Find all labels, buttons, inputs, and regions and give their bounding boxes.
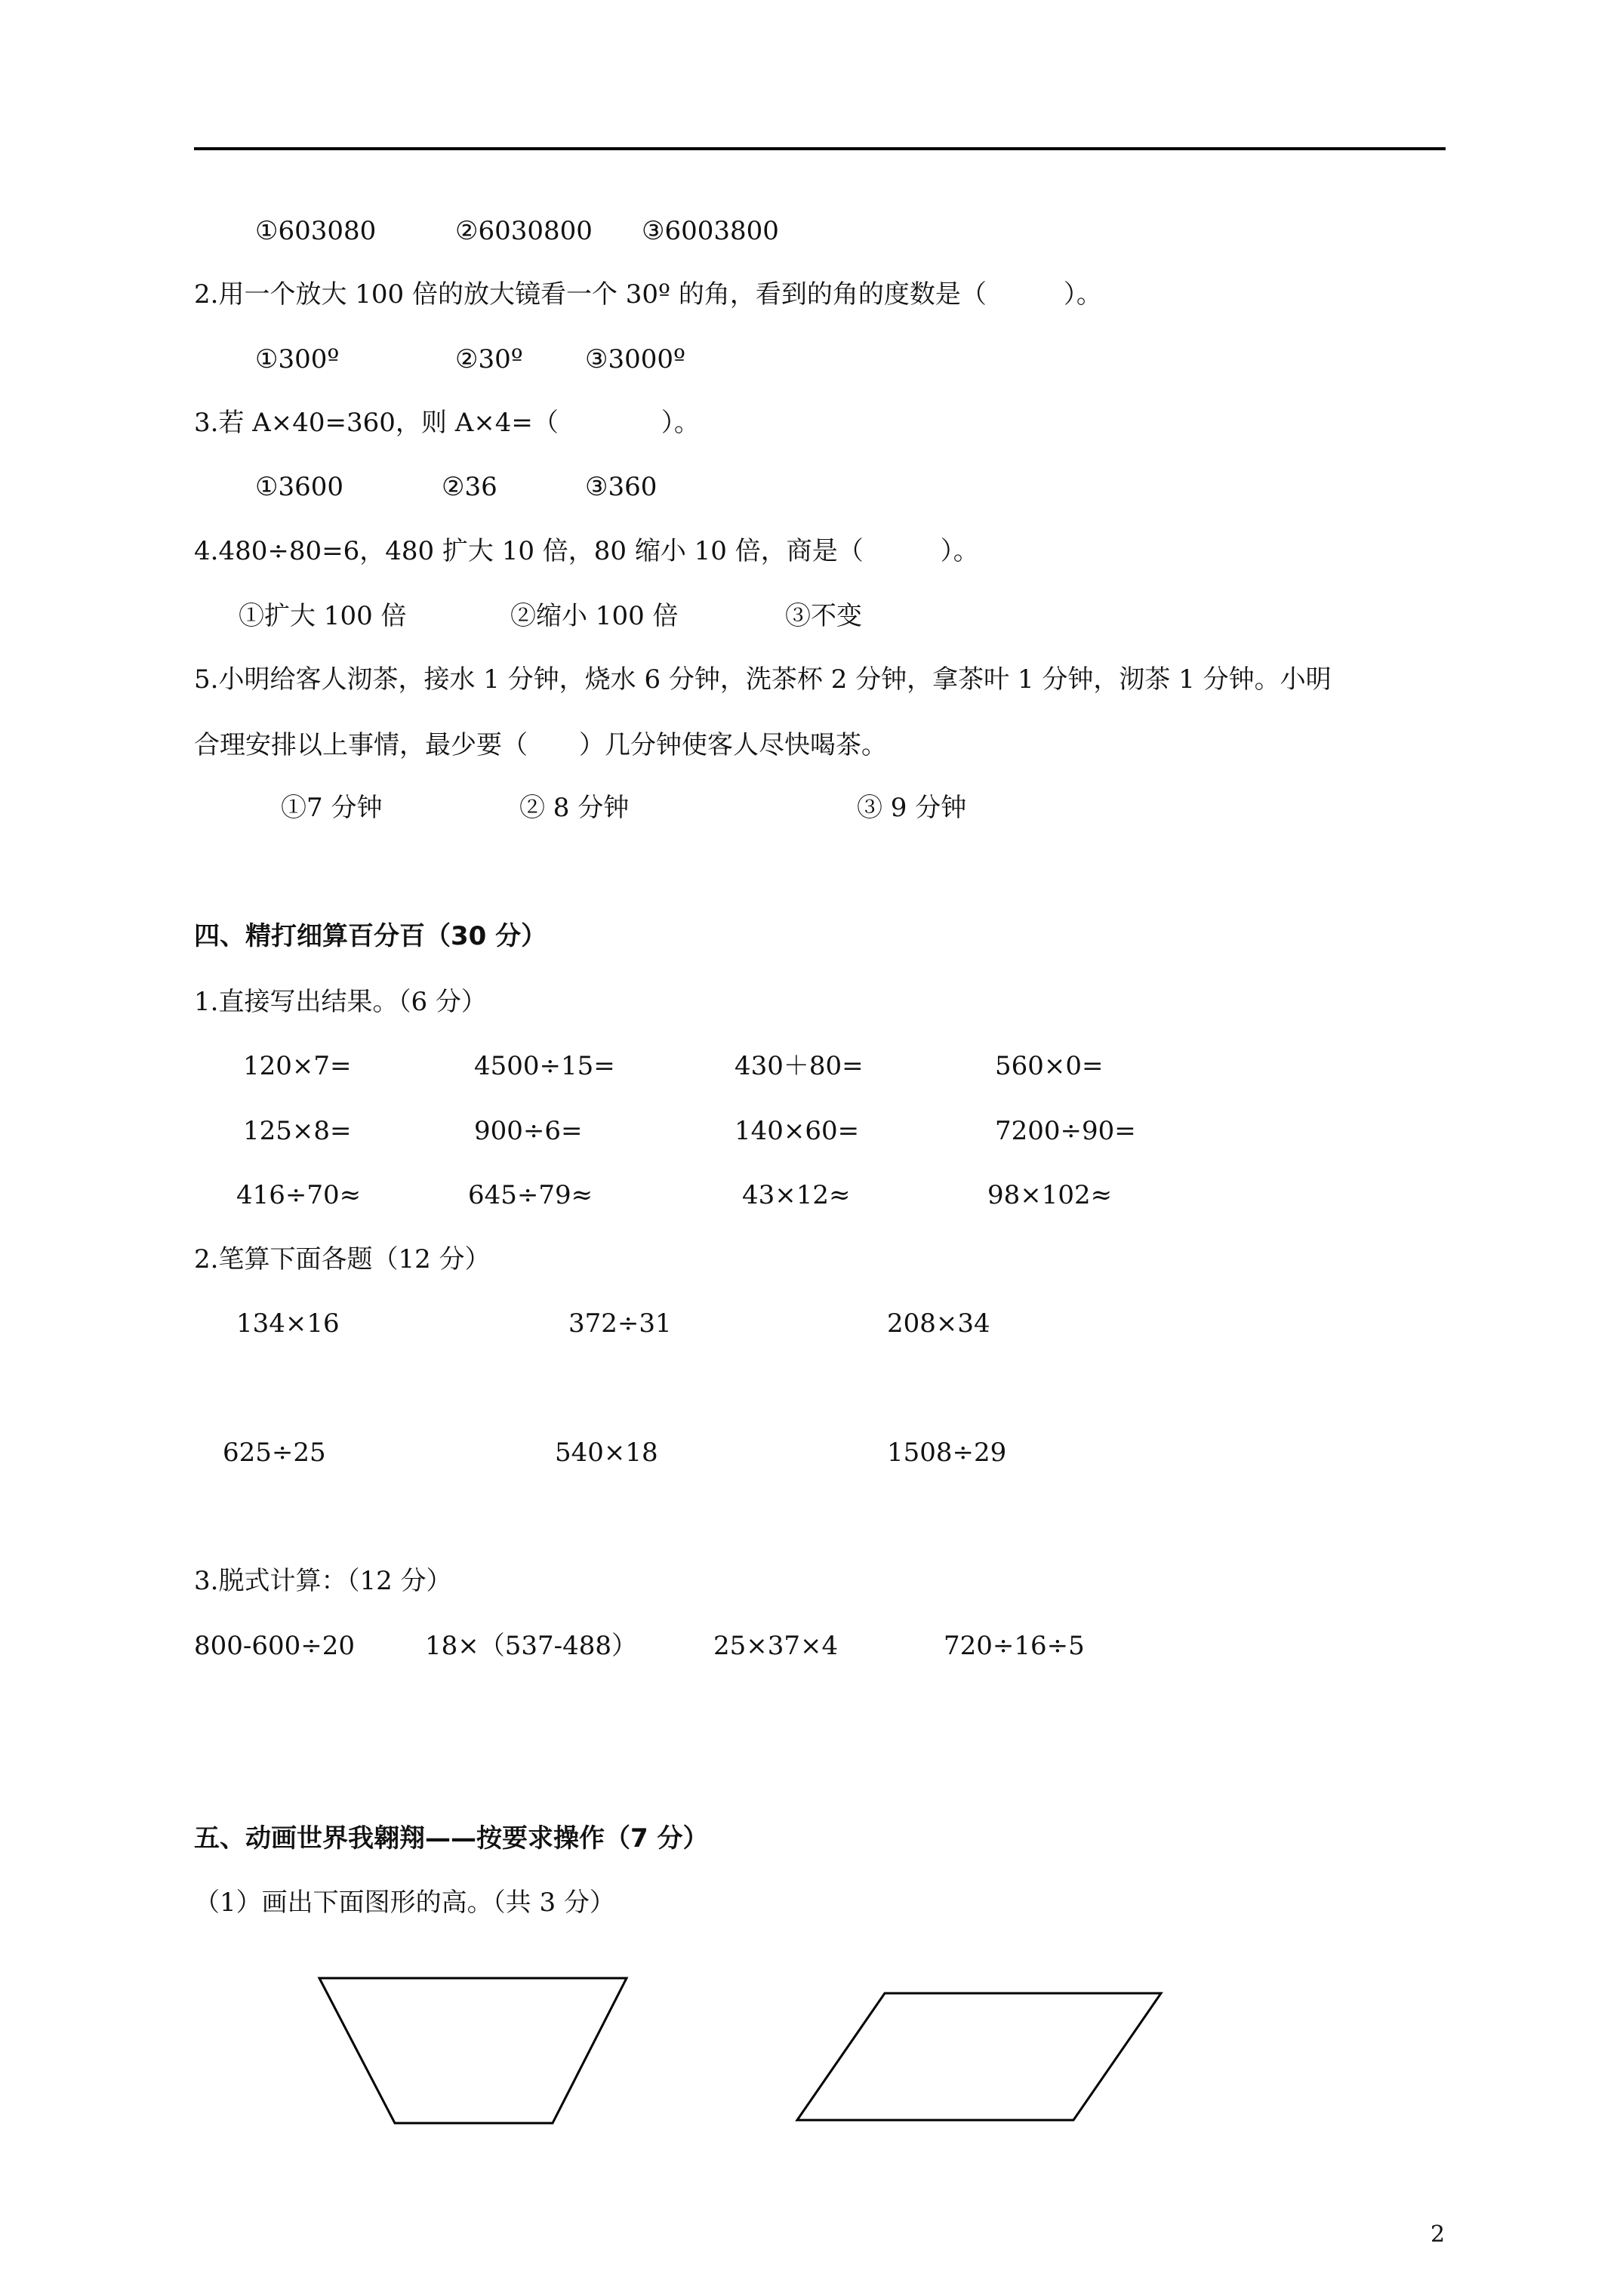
section-4-title: 四、精打细算百分百（30 分） (194, 921, 547, 951)
written-calc-item: 134×16 (236, 1308, 340, 1339)
mental-calc-item: 125×8= (243, 1116, 352, 1146)
q5-line-1: 5.小明给客人沏茶，接水 1 分钟，烧水 6 分钟，洗茶杯 2 分钟，拿茶叶 1 分钟，沏茶 1 分钟。小明 (194, 664, 1332, 695)
s4-part3-title: 3.脱式计算：（12 分） (194, 1566, 452, 1596)
page-number: 2 (1431, 2221, 1446, 2248)
written-calc-item: 372÷31 (568, 1308, 672, 1339)
q2-option-1: ①300º (255, 344, 340, 374)
q1-option-3: ③6003800 (642, 216, 779, 246)
step-calc-item: 800-600÷20 (194, 1631, 356, 1661)
step-calc-item: 18×（537-488） (425, 1631, 638, 1661)
q1-option-2: ②6030800 (455, 216, 593, 246)
mental-calc-item: 43×12≈ (742, 1180, 851, 1210)
q3-option-3: ③360 (585, 472, 658, 502)
mental-calc-item: 98×102≈ (987, 1180, 1113, 1210)
mental-calc-item: 560×0= (995, 1051, 1104, 1081)
s4-part2-title: 2.笔算下面各题（12 分） (194, 1244, 491, 1274)
mental-calc-item: 140×60= (735, 1116, 860, 1146)
s5-sub1-title: （1）画出下面图形的高。（共 3 分） (194, 1888, 615, 1918)
mental-calc-item: 645÷79≈ (468, 1180, 593, 1210)
q5-option-3: ③ 9 分钟 (857, 793, 967, 823)
written-calc-item: 1508÷29 (887, 1438, 1007, 1468)
q1-option-1: ①603080 (255, 216, 377, 246)
q4-option-1: ①扩大 100 倍 (239, 601, 407, 631)
q5-line-2: 合理安排以上事情，最少要（ ）几分钟使客人尽快喝茶。 (194, 730, 887, 760)
written-calc-item: 208×34 (887, 1308, 990, 1339)
q5-option-2: ② 8 分钟 (519, 793, 630, 823)
parallelogram-shape (797, 1993, 1161, 2120)
q3-text: 3.若 A×40=360，则 A×4=（ ）。 (194, 408, 700, 438)
q2-text: 2.用一个放大 100 倍的放大镜看一个 30º 的角，看到的角的度数是（ ）。 (194, 279, 1102, 310)
q3-option-2: ②36 (442, 472, 497, 502)
q4-text: 4.480÷80=6，480 扩大 10 倍，80 缩小 10 倍，商是（ ）。 (194, 536, 979, 566)
mental-calc-item: 900÷6= (474, 1116, 583, 1146)
mental-calc-item: 7200÷90= (995, 1116, 1136, 1146)
mental-calc-item: 4500÷15= (474, 1051, 615, 1081)
q5-option-1: ①7 分钟 (281, 793, 383, 823)
q2-option-3: ③3000º (585, 344, 685, 374)
mental-calc-item: 430＋80= (735, 1051, 864, 1081)
mental-calc-item: 416÷70≈ (236, 1180, 362, 1210)
q4-option-2: ②缩小 100 倍 (510, 601, 679, 631)
q3-option-1: ①3600 (255, 472, 344, 502)
trapezoid-shape (319, 1978, 627, 2123)
s4-part1-title: 1.直接写出结果。（6 分） (194, 987, 487, 1017)
written-calc-item: 540×18 (555, 1438, 658, 1468)
written-calc-item: 625÷25 (223, 1438, 326, 1468)
mental-calc-item: 120×7= (243, 1051, 352, 1081)
section-5-title: 五、动画世界我翱翔——按要求操作（7 分） (194, 1823, 709, 1854)
step-calc-item: 720÷16÷5 (944, 1631, 1085, 1661)
q2-option-2: ②30º (455, 344, 523, 374)
step-calc-item: 25×37×4 (713, 1631, 839, 1661)
q4-option-3: ③不变 (785, 601, 862, 631)
